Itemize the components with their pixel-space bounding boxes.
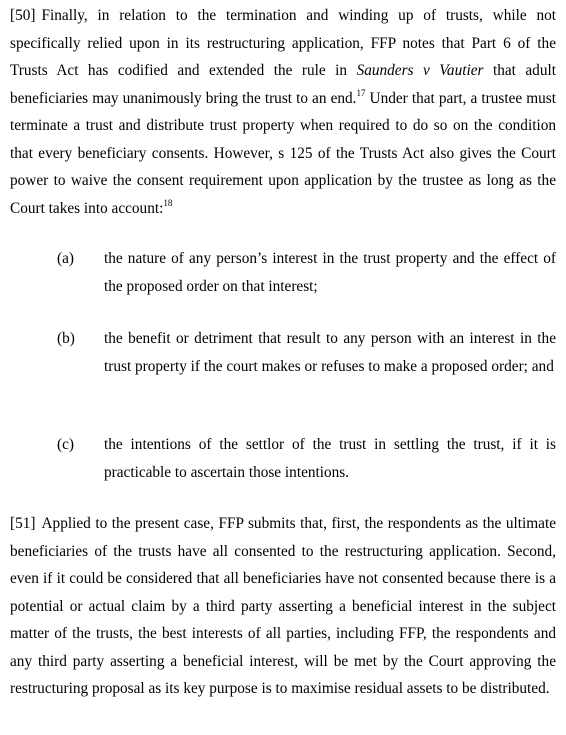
paragraph-text: Finally, in relation to the termination and winding up of trusts, while not specifically relied upon in its restructuring application, FFP notes that Part 6 of the Trusts Act has codified and extended the rule in <box>10 7 556 79</box>
case-name: Saunders v Vautier <box>356 62 484 79</box>
list-item-label: (c) <box>57 436 74 453</box>
list-item-text: the benefit or detriment that result to any person with an interest in the trust property if the court makes or refuses to make a proposed order; and <box>104 330 556 375</box>
list-item-text: the nature of any person’s interest in the trust property and the effect of the proposed order on that interest; <box>104 250 556 295</box>
list-item-label: (a) <box>57 250 74 267</box>
paragraph-number: [50] <box>10 7 36 24</box>
list-item-label: (b) <box>57 330 75 347</box>
list-item-text: the intentions of the settlor of the trust in settling the trust, if it is practicable to ascertain those intentions. <box>104 436 556 481</box>
paragraph-text: that adult beneficiaries may unanimously bring the trust to an end. <box>10 62 556 107</box>
paragraph-text: Applied to the present case, FFP submits that, first, the respondents as the ultimate beneficiaries of the trusts have all consented to the restructuring application. Second, even if it could be considered that all beneficiaries have not consented because there is a potential or actual claim by a third party asserting a beneficial interest in the subject matter of the trusts, the best interests of all parties, including FFP, the respondents and any third party asserting a beneficial interest, will be met by the Court approving the restructuring proposal as its key purpose is to maximise residual assets to be distributed. <box>10 515 556 697</box>
footnote-ref-18[interactable]: 18 <box>163 197 173 208</box>
paragraph-number: [51] <box>10 515 36 532</box>
footnote-ref-17[interactable]: 17 <box>356 87 366 98</box>
paragraph-50 <box>10 2 556 222</box>
paragraph-51 <box>10 510 556 703</box>
paragraph-text: Under that part, a trustee must terminate a trust and distribute trust property when required to do so on the condition that every beneficiary consents. However, s 125 of the Trusts Act also gives the Court power to waive the consent requirement upon application by the trustee as long as the Court takes into account: <box>10 89 556 217</box>
